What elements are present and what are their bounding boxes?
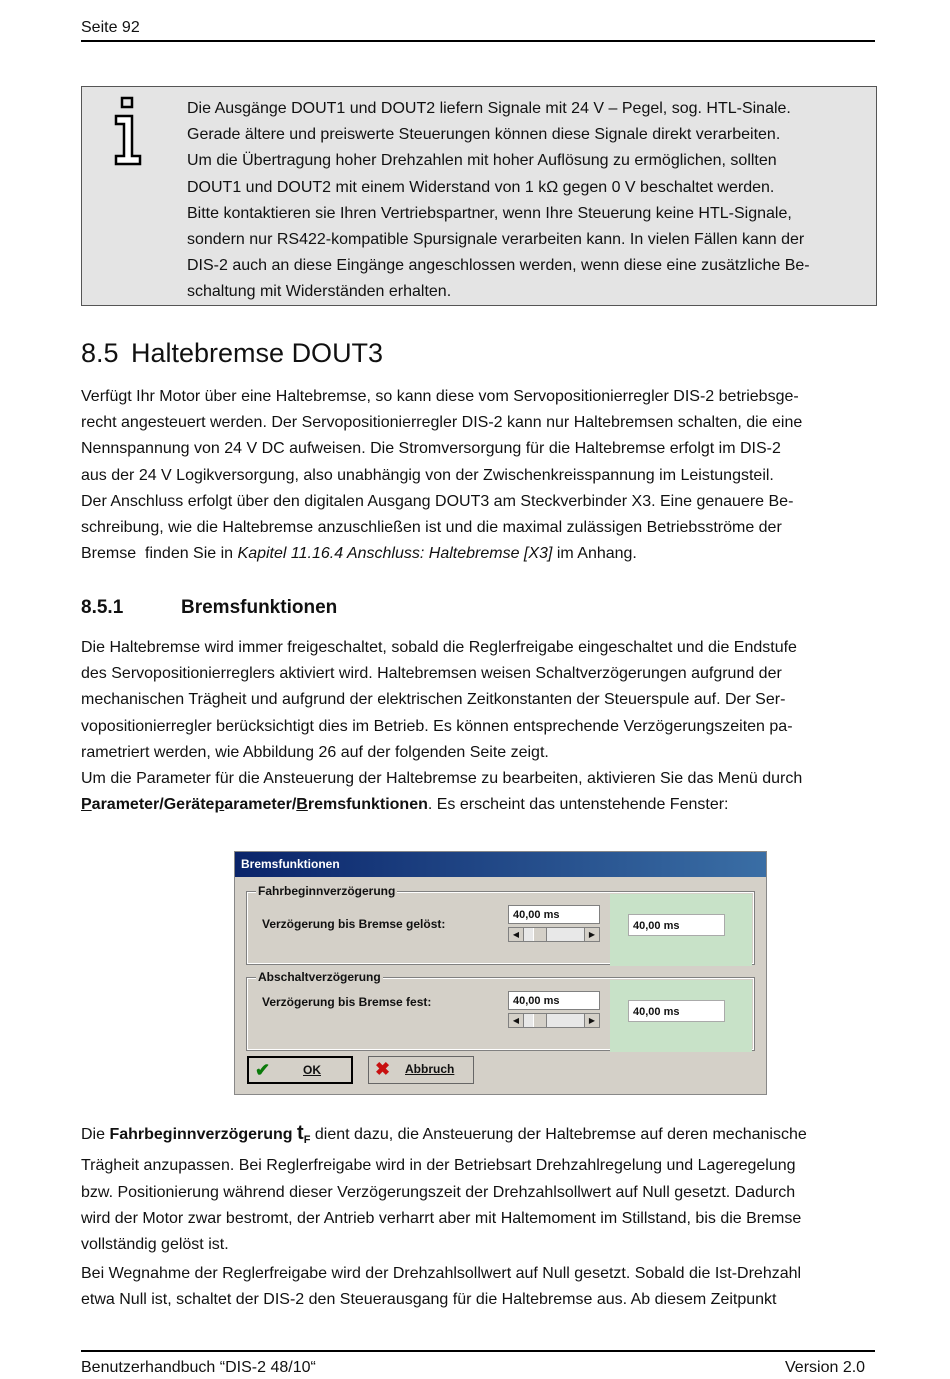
cross-icon: ✖ [375, 1059, 391, 1079]
output-panel [610, 980, 752, 1052]
symbol-t: t [297, 1122, 304, 1144]
note-line: Um die Übertragung hoher Drehzahlen mit hoher Auflösung zu ermöglichen, sollten [187, 152, 777, 170]
output-panel [610, 894, 752, 966]
row-label: Verzögerung bis Bremse fest: [262, 995, 432, 1009]
paragraph-line: Die Fahrbeginnverzögerung $t_F$ dient dazu, die Ansteuerung der Haltebremse auf deren mechanische [81, 1122, 807, 1147]
info-note [81, 86, 877, 306]
group-label: Abschaltverzögerung [258, 970, 381, 984]
paragraph-line: Bei Wegnahme der Reglerfreigabe wird der Drehzahlsollwert auf Null gesetzt. Sobald die Ist-Drehzahl [81, 1265, 802, 1282]
delay-output: 40,00 ms [628, 914, 725, 936]
text-run: . Es erscheint das untenstehende Fenster: [427, 796, 729, 814]
fahrbeginn-paragraph [81, 1120, 881, 1258]
paragraph-line: vollständig gelöst ist. [81, 1236, 229, 1253]
delay-input[interactable]: 40,00 ms [508, 905, 600, 924]
paragraph-line: Der Anschluss erfolgt über den digitalen Ausgang DOUT3 am Steckverbinder X3. Eine genauere Be- [81, 492, 794, 510]
delay-input[interactable]: 40,00 ms [508, 991, 600, 1010]
section-title: Haltebremse DOUT3 [131, 338, 384, 368]
paragraph-line: Um die Parameter für die Ansteuerung der Haltebremse zu bearbeiten, aktivieren Sie das Menü durch [81, 770, 803, 788]
cancel-label: Abbruch [405, 1062, 455, 1076]
brems-paragraph [81, 635, 881, 818]
scroll-left-icon[interactable]: ◀ [509, 928, 524, 941]
text-run: im Anhang. [552, 545, 637, 563]
row-label: Verzögerung bis Bremse gelöst: [262, 917, 446, 931]
paragraph-line: recht angesteuert werden. Der Servopositionierregler DIS-2 kann nur Haltebremsen schalten, die eine [81, 414, 803, 432]
paragraph-line: schreibung, wie die Haltebremse anzuschließen ist und die maximal zulässigen Betriebsströme der [81, 519, 782, 537]
page-number: Seite 92 [81, 19, 140, 36]
menu-path: Parameter/Geräteparameter/Bremsfunktionen [81, 796, 428, 814]
paragraph-line: Trägheit anzupassen. Bei Reglerfreigabe wird in der Betriebsart Drehzahlregelung und Lageregelung [81, 1157, 796, 1175]
footer-version: Version 2.0 [785, 1359, 866, 1376]
note-line: DOUT1 und DOUT2 mit einem Widerstand von 1 kΩ gegen 0 V beschaltet werden. [187, 178, 775, 196]
intro-paragraph [81, 384, 881, 567]
cancel-button[interactable] [368, 1056, 474, 1084]
paragraph-line: Die Haltebremse wird immer freigeschaltet, sobald die Reglerfreigabe eingeschaltet und die Endstufe [81, 639, 797, 656]
paragraph-line: Nennspannung von 24 V DC aufweisen. Die Stromversorgung für die Haltebremse erfolgt im DIS-2 [81, 440, 781, 458]
delay-scrollbar[interactable] [508, 1013, 600, 1028]
bremsfunktionen-dialog [234, 851, 767, 1095]
note-text [187, 96, 867, 306]
section-number: 8.5 [81, 338, 119, 368]
note-line: Die Ausgänge DOUT1 und DOUT2 liefern Signale mit 24 V – Pegel, sog. HTL-Sinale. [187, 100, 791, 117]
text-run: Bremse finden Sie in [81, 545, 238, 563]
ok-button[interactable] [247, 1056, 353, 1084]
section-heading [81, 338, 383, 369]
symbol-sub: F [303, 1134, 311, 1147]
paragraph-line: Verfügt Ihr Motor über eine Haltebremse, so kann diese vom Servopositionierregler DIS-2 betriebsge- [81, 388, 799, 405]
checkmark-icon: ✔ [255, 1060, 271, 1080]
note-line: sondern nur RS422-kompatible Spursignale verarbeiten kann. In vielen Fällen kann der [187, 231, 805, 249]
subsection-number: 8.5.1 [81, 597, 124, 618]
paragraph-line [81, 541, 881, 567]
scroll-thumb[interactable] [533, 928, 547, 941]
paragraph-line: bzw. Positionierung während dieser Verzögerungszeit der Drehzahlsollwert auf Null gesetzt. Dadurch [81, 1183, 796, 1201]
paragraph-line: rametriert werden, wie Abbildung 26 auf der folgenden Seite zeigt. [81, 743, 549, 761]
wegnahme-paragraph [81, 1261, 881, 1313]
paragraph-line: mechanischen Trägheit und aufgrund der elektrischen Zeitkonstanten der Steuerspule auf. Der Ser- [81, 691, 786, 709]
header-rule [81, 40, 875, 42]
scroll-right-icon[interactable]: ▶ [584, 928, 599, 941]
paragraph-line: des Servopositionierreglers aktiviert wird. Haltebremsen weisen Schaltverzögerungen aufgrund der [81, 665, 782, 683]
delay-scrollbar[interactable] [508, 927, 600, 942]
footer-rule [81, 1350, 875, 1352]
note-line: Bitte kontaktieren sie Ihren Vertriebspartner, wenn Ihre Steuerung keine HTL-Signale, [187, 204, 792, 222]
note-line: DIS-2 auch an diese Eingänge angeschlossen werden, wenn diese eine zusätzliche Be- [187, 257, 810, 275]
group-label: Fahrbeginnverzögerung [258, 884, 396, 898]
info-icon [112, 96, 144, 166]
dialog-title: Bremsfunktionen [235, 852, 766, 877]
scroll-thumb[interactable] [533, 1014, 547, 1027]
note-line: Gerade ältere und preiswerte Steuerungen können diese Signale direkt verarbeiten. [187, 126, 781, 144]
ok-label: OK [303, 1063, 321, 1077]
paragraph-line: aus der 24 V Logikversorgung, also unabhängig von der Zwischenkreisspannung im Leistungsteil. [81, 466, 774, 484]
paragraph-line: wird der Motor zwar bestromt, der Antrieb verharrt aber mit Haltemoment im Stillstand, bis die Bremse [81, 1209, 802, 1227]
scroll-right-icon[interactable]: ▶ [584, 1014, 599, 1027]
subsection-title: Bremsfunktionen [181, 597, 338, 618]
chapter-reference[interactable]: Kapitel 11.16.4 Anschluss: Haltebremse [X3] [237, 545, 553, 563]
scroll-left-icon[interactable]: ◀ [509, 1014, 524, 1027]
paragraph-line: etwa Null ist, schaltet der DIS-2 den Steuerausgang für die Haltebremse aus. Ab diesem Zeitpunkt [81, 1291, 777, 1309]
note-line: schaltung mit Widerständen erhalten. [187, 283, 452, 301]
subsection-heading [81, 597, 337, 619]
term-bold: Fahrbeginnverzögerung [109, 1126, 298, 1143]
paragraph-line: vopositionierregler berücksichtigt dies im Betrieb. Es können entsprechende Verzögerungszeiten pa- [81, 717, 793, 735]
delay-output: 40,00 ms [628, 1000, 725, 1022]
menu-path-line [81, 792, 881, 818]
footer-title: Benutzerhandbuch “DIS-2 48/10“ [81, 1359, 316, 1376]
